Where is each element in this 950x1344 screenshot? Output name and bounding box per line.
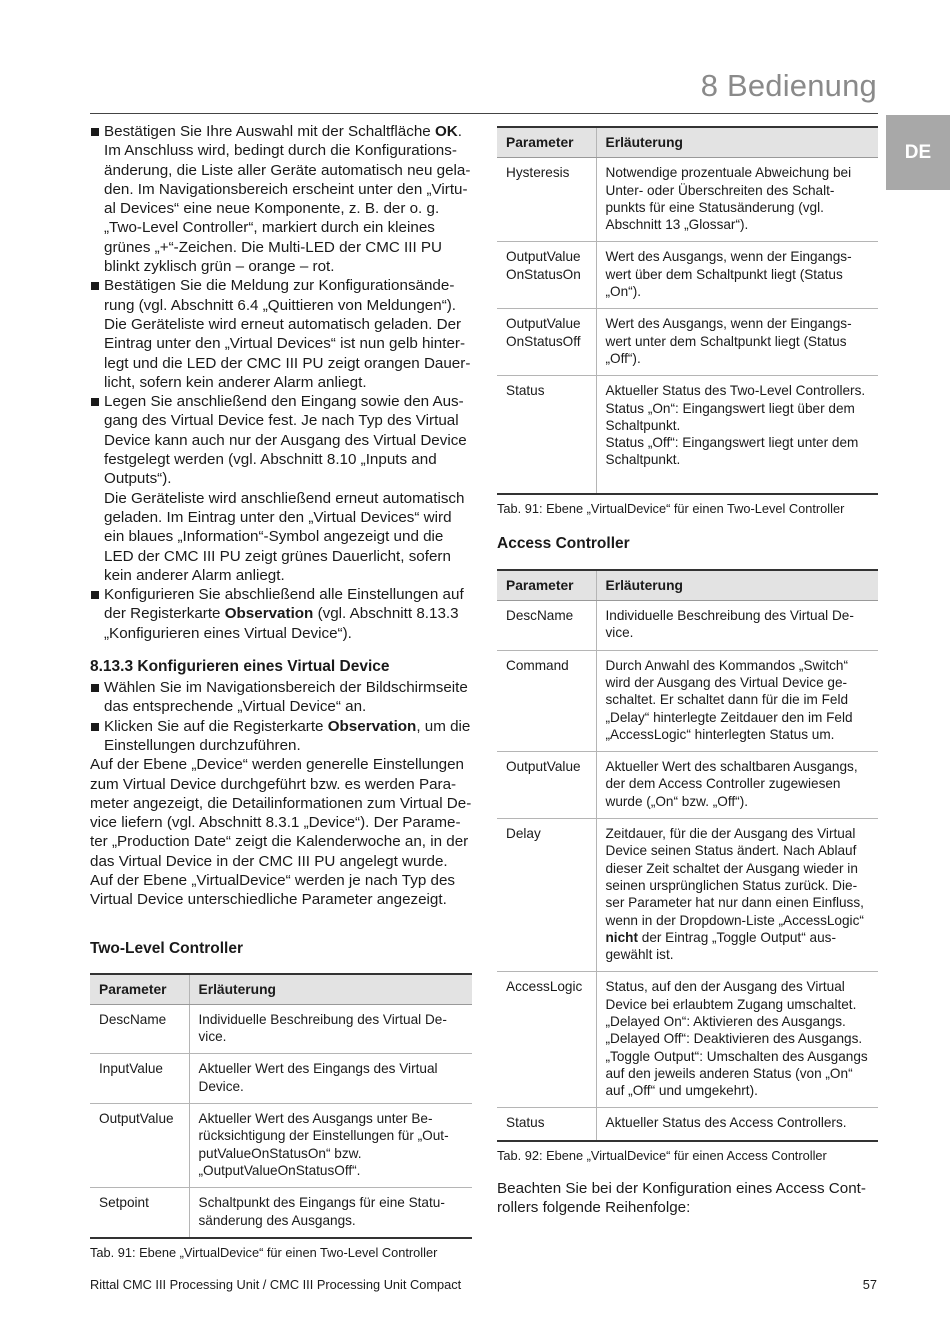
table-caption: Tab. 91: Ebene „VirtualDevice“ für einen Two-Level Controller [90,1244,438,1260]
column-header: Parameter [497,127,596,158]
table-row: Status Aktueller Status des Access Controllers. [497,1108,878,1141]
table-row: Command Durch Anwahl des Kommandos „Switch“ wird der Ausgang des Virtual Device geschaltet. Er schaltet dann für die im Feld „Delay“ hinterlegte Zeitdauer den im Feld „AccessLogic“ hinterlegten Status um. [497,650,878,751]
access-controller-heading: Access Controller [497,534,630,552]
two-level-table [90,973,472,1239]
table-row: DescName Individuelle Beschreibung des Virtual Device. [90,1004,472,1054]
table-caption: Tab. 91: Ebene „VirtualDevice“ für einen Two-Level Controller [497,500,845,516]
table-header-row [497,570,878,601]
table-row: Setpoint Schaltpunkt des Eingangs für eine Statusänderung des Ausgangs. [90,1188,472,1238]
table-row: Hysteresis Notwendige prozentuale Abweichung bei Unter- oder Überschreiten des Schaltpunkts für eine Statusänderung (vgl. Abschnitt 13 „Glossar“). [497,158,878,242]
list-item: Klicken Sie auf die Registerkarte Observation, um die Einstellungen durchzuführen. [90,717,472,756]
instruction-list [90,122,472,643]
table-row: OutputValue Aktueller Wert des schaltbaren Ausgangs, der dem Access Controller zugewiesen wurde („On“ bzw. „Off“). [497,752,878,819]
column-header: Erläuterung [596,570,878,601]
table-caption: Tab. 92: Ebene „VirtualDevice“ für einen Access Controller [497,1147,827,1163]
ok-label: OK [434,123,458,140]
right-column [497,126,878,1217]
table-row: Status Aktueller Status des Two-Level Controllers. Status „On“: Eingangswert liegt über dem Schaltpunkt. Status „Off“: Eingangswert liegt unter dem Schaltpunkt. [497,376,878,494]
table-row: OutputValue Aktueller Wert des Ausgangs unter Berücksichtigung der Einstellungen für „OutputValueOnStatusOn“ bzw. „OutputValueOnStatusOff“. [90,1104,472,1188]
access-controller-table [497,569,878,1142]
table-row: DescName Individuelle Beschreibung des Virtual Device. [497,601,878,651]
table-header-row [497,127,878,158]
instruction-list-2 [90,678,472,755]
table-row: OutputValue OnStatusOff Wert des Ausgangs, wenn der Eingangswert unter dem Schaltpunkt liegt (Status „Off“). [497,309,878,376]
list-item-continuation: Im Anschluss wird, bedingt durch die Konfigurationsänderung, die Liste aller Geräte automatisch neu geladen. Im Navigationsbereich erscheint unter den „Virtual Devices“ eine neue Komponente, z. B. der o. g. „Two-Level Controller“, markiert durch ein kleines grünes „+“-Zeichen. Die Multi-LED der CMC III PU blinkt zyklisch grün – orange – rot. [104,142,471,276]
paragraph: Auf der Ebene „Device“ werden generelle Einstellungen zum Virtual Device durchgeführt bzw. es werden Parameter angezeigt, die Detailinformationen zum Virtual Device liefern (vgl. Abschnitt 8.3.1 „Device“). Der Parameter „Production Date“ zeigt die Kalenderwoche an, in der das Virtual Device in der CMC III PU angelegt wurde. [90,756,472,870]
column-header: Parameter [497,570,596,601]
list-item-continuation: Die Geräteliste wird erneut automatisch geladen. Der Eintrag unter den „Virtual Devices“ ist nun gelb hinterlegt und die LED der CMC III PU zeigt orangen Dauerlicht, sofern kein anderer Alarm anliegt. [104,315,471,391]
two-level-table-continued [497,126,878,495]
table-row: AccessLogic Status, auf den der Ausgang des Virtual Device bei erlaubtem Zugang umschaltet. „Delayed On“: Aktivieren des Ausgangs. „Delayed Off“: Deaktivieren des Ausgangs. „Toggle Output“: Umschalten des Ausgangs auf den jeweils anderen Status (von „On“ auf „Off“ und umgekehrt). [497,972,878,1108]
list-item: Wählen Sie im Navigationsbereich der Bildschirmseite das entsprechende „Virtual Device“ an. [90,678,472,717]
footer-product: Rittal CMC III Processing Unit / CMC III Processing Unit Compact [90,1277,462,1292]
table-row: Delay Zeitdauer, für die der Ausgang des Virtual Device seinen Status ändert. Nach Ablauf dieser Zeit schaltet der Ausgang wieder in seinen ursprünglichen Status zurück. Dieser Parameter hat nur dann einen Einfluss, wenn in der Dropdown-Liste „AccessLogic“ nicht der Eintrag „Toggle Output“ ausgewählt ist. [497,819,878,972]
chapter-title: 8 Bedienung [700,68,877,103]
delay-description: Zeitdauer, für die der Ausgang des Virtual Device seinen Status ändert. Nach Ablauf dieser Zeit schaltet der Ausgang wieder in seinen ursprünglichen Status zurück. Dieser Parameter hat nur dann einen Einfluss, wenn in der Dropdown-Liste „AccessLogic“ nicht der Eintrag „Toggle Output“ ausgewählt ist. [596,819,878,972]
left-column [90,122,472,1261]
list-item: Konfigurieren Sie abschließend alle Einstellungen auf der Registerkarte Observation (vgl. Abschnitt 8.13.3 „Konfigurieren eines Virtual Device“). [90,585,472,643]
column-header: Parameter [90,974,189,1005]
two-level-heading: Two-Level Controller [90,939,244,957]
column-header: Erläuterung [189,974,472,1005]
column-header: Erläuterung [596,127,878,158]
header-rule [90,113,878,114]
page-number: 57 [862,1277,877,1292]
list-item: Bestätigen Sie die Meldung zur Konfigurationsänderung (vgl. Abschnitt 6.4 „Quittieren von Meldungen“). Die Geräteliste wird erneut automatisch geladen. Der Eintrag unter den „Virtual Devices“ ist nun gelb hinterlegt und die LED der CMC III PU zeigt orangen Dauerlicht, sofern kein anderer Alarm anliegt. [90,276,472,392]
paragraph: Auf der Ebene „VirtualDevice“ werden je nach Typ des Virtual Device unterschiedliche Parameter angezeigt. [90,871,455,909]
language-tab: DE [886,115,950,190]
table-header-row [90,974,472,1005]
section-heading: 8.13.3 Konfigurieren eines Virtual Device [90,658,390,676]
closing-paragraph: Beachten Sie bei der Konfiguration eines Access Controllers folgende Reihenfolge: [497,1179,866,1217]
list-item: Bestätigen Sie Ihre Auswahl mit der Schaltfläche OK. Im Anschluss wird, bedingt durch die Konfigurationsänderung, die Liste aller Geräte automatisch neu geladen. Im Navigationsbereich erscheint unter den „Virtual Devices“ eine neue Komponente, z. B. der o. g. „Two-Level Controller“, markiert durch ein kleines grünes „+“-Zeichen. Die Multi-LED der CMC III PU blinkt zyklisch grün – orange – rot. [90,122,472,276]
table-row: OutputValue OnStatusOn Wert des Ausgangs, wenn der Eingangswert über dem Schaltpunkt liegt (Status „On“). [497,242,878,309]
list-item-continuation: Die Geräteliste wird anschließend erneut automatisch geladen. Im Eintrag unter den „Virtual Devices“ wird ein blaues „Information“-Symbol angezeigt und die LED der CMC III PU zeigt grünes Dauerlicht, sofern kein anderer Alarm anliegt. [104,489,465,584]
table-row: InputValue Aktueller Wert des Eingangs des Virtual Device. [90,1054,472,1104]
list-item: Legen Sie anschließend den Eingang sowie den Ausgang des Virtual Device fest. Je nach Typ des Virtual Device kann auch nur der Ausgang des Virtual Device festgelegt werden (vgl. Abschnitt 8.10 „Inputs and Outputs“). Die Geräteliste wird anschließend erneut automatisch geladen. Im Eintrag unter den „Virtual Devices“ wird ein blaues „Information“-Symbol angezeigt und die LED der CMC III PU zeigt grünes Dauerlicht, sofern kein anderer Alarm anliegt. [90,392,472,585]
